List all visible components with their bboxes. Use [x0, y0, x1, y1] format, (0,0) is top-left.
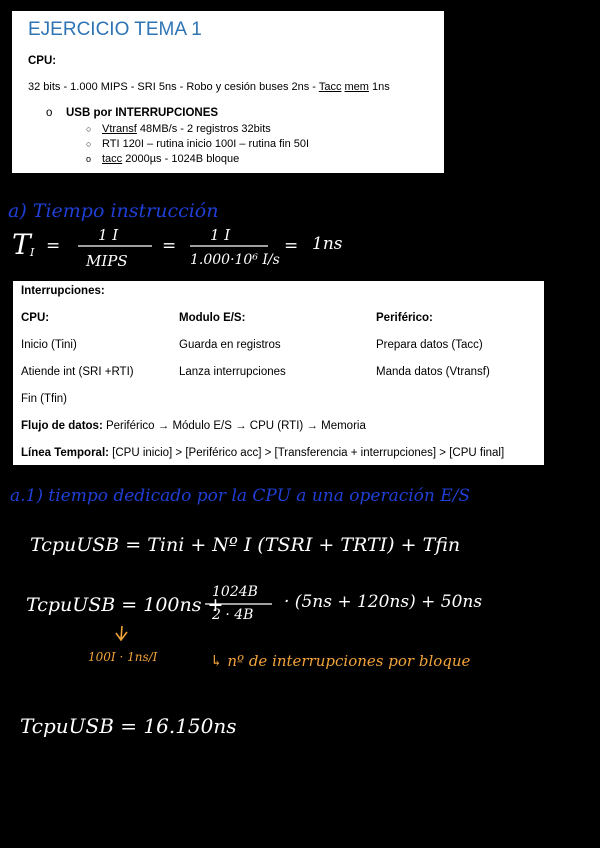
col-peripheral-heading: Periférico:: [376, 312, 433, 324]
handwritten-heading-a: a) Tiempo instrucción: [8, 200, 219, 222]
ti-equals-3: =: [284, 236, 299, 256]
cpu-heading: CPU:: [28, 55, 57, 67]
timeline-text: [CPU inicio] > [Periférico acc] > [Transferencia + interrupciones] > [CPU final]: [108, 447, 505, 459]
data-flow-line: [21, 420, 366, 432]
ti-num2: 1 I: [210, 226, 231, 244]
arrow-down-icon: [116, 626, 127, 640]
ti-result: 1ns: [312, 234, 343, 254]
cpu-specs-mem: mem: [344, 81, 369, 93]
cpu-step: Atiende int (SRI +RTI): [21, 366, 134, 378]
interrupt-count-note: ↳ nº de interrupciones por bloque: [210, 652, 471, 670]
formula-fraction-den: 2 · 4B: [212, 607, 254, 623]
bullet-icon: o: [86, 154, 92, 164]
final-result: TcpuUSB = 16.150ns: [20, 714, 237, 738]
cpu-specs-tail: 1ns: [368, 81, 390, 93]
handwritten-heading-a1: a.1) tiempo dedicado por la CPU a una operación E/S: [10, 486, 471, 506]
col-cpu-heading: CPU:: [21, 312, 50, 324]
interrupts-title: Interrupciones:: [21, 285, 105, 297]
cpu-specs-tacc: Tacc: [318, 81, 342, 93]
peripheral-step: Manda datos (Vtransf): [376, 366, 490, 378]
interrupts-summary-card: [13, 281, 544, 465]
ti-lhs: T: [12, 228, 31, 261]
formula-fraction-num: 1024B: [212, 584, 258, 600]
rti-text: RTI 120I – rutina inicio 100I – rutina fin 50I: [102, 138, 310, 150]
bullet-icon: ○: [86, 139, 92, 149]
bullet-icon: o: [46, 107, 53, 119]
ti-den2: 1.000·10⁶ I/s: [190, 252, 280, 268]
usb-heading: USB por INTERRUPCIONES: [66, 107, 219, 119]
ti-equals: =: [46, 236, 61, 256]
timeline-label: Línea Temporal:: [21, 447, 109, 459]
cpu-specs-text: 32 bits - 1.000 MIPS - SRI 5ns - Robo y cesión buses 2ns -: [28, 81, 319, 93]
vtransf-text: 48MB/s - 2 registros 32bits: [136, 123, 271, 135]
exercise-title: EJERCICIO TEMA 1: [28, 19, 202, 40]
formula-cpu-usb: TcpuUSB = Tini + Nº I (TSRI + TRTI) + Tfin: [30, 534, 461, 556]
ti-num1: 1 I: [98, 226, 119, 244]
timeline-line: [21, 447, 504, 459]
module-step: Guarda en registros: [179, 339, 281, 351]
tini-note: 100I · 1ns/I: [88, 650, 158, 664]
data-flow-label: Flujo de datos:: [21, 420, 103, 432]
data-flow-text: Periférico → Módulo E/S → CPU (RTI) → Memoria: [102, 420, 366, 432]
col-module-heading: Modulo E/S:: [179, 312, 246, 324]
ti-den1: MIPS: [86, 252, 128, 270]
ti-equals-2: =: [162, 236, 177, 256]
cpu-step: Inicio (Tini): [21, 339, 77, 351]
bullet-icon: ○: [86, 124, 92, 134]
cpu-step: Fin (Tfin): [21, 393, 67, 405]
vtransf-label: Vtransf: [102, 123, 137, 135]
formula-substituted-rhs: · (5ns + 120ns) + 50ns: [284, 592, 483, 612]
ti-lhs-sub: I: [30, 246, 35, 259]
tacc-label: tacc: [102, 153, 123, 165]
module-step: Lanza interrupciones: [179, 366, 286, 378]
tacc-text: 2000µs - 1024B bloque: [122, 153, 240, 165]
peripheral-step: Prepara datos (Tacc): [376, 339, 483, 351]
formula-substituted-lhs: TcpuUSB = 100ns +: [26, 594, 224, 616]
